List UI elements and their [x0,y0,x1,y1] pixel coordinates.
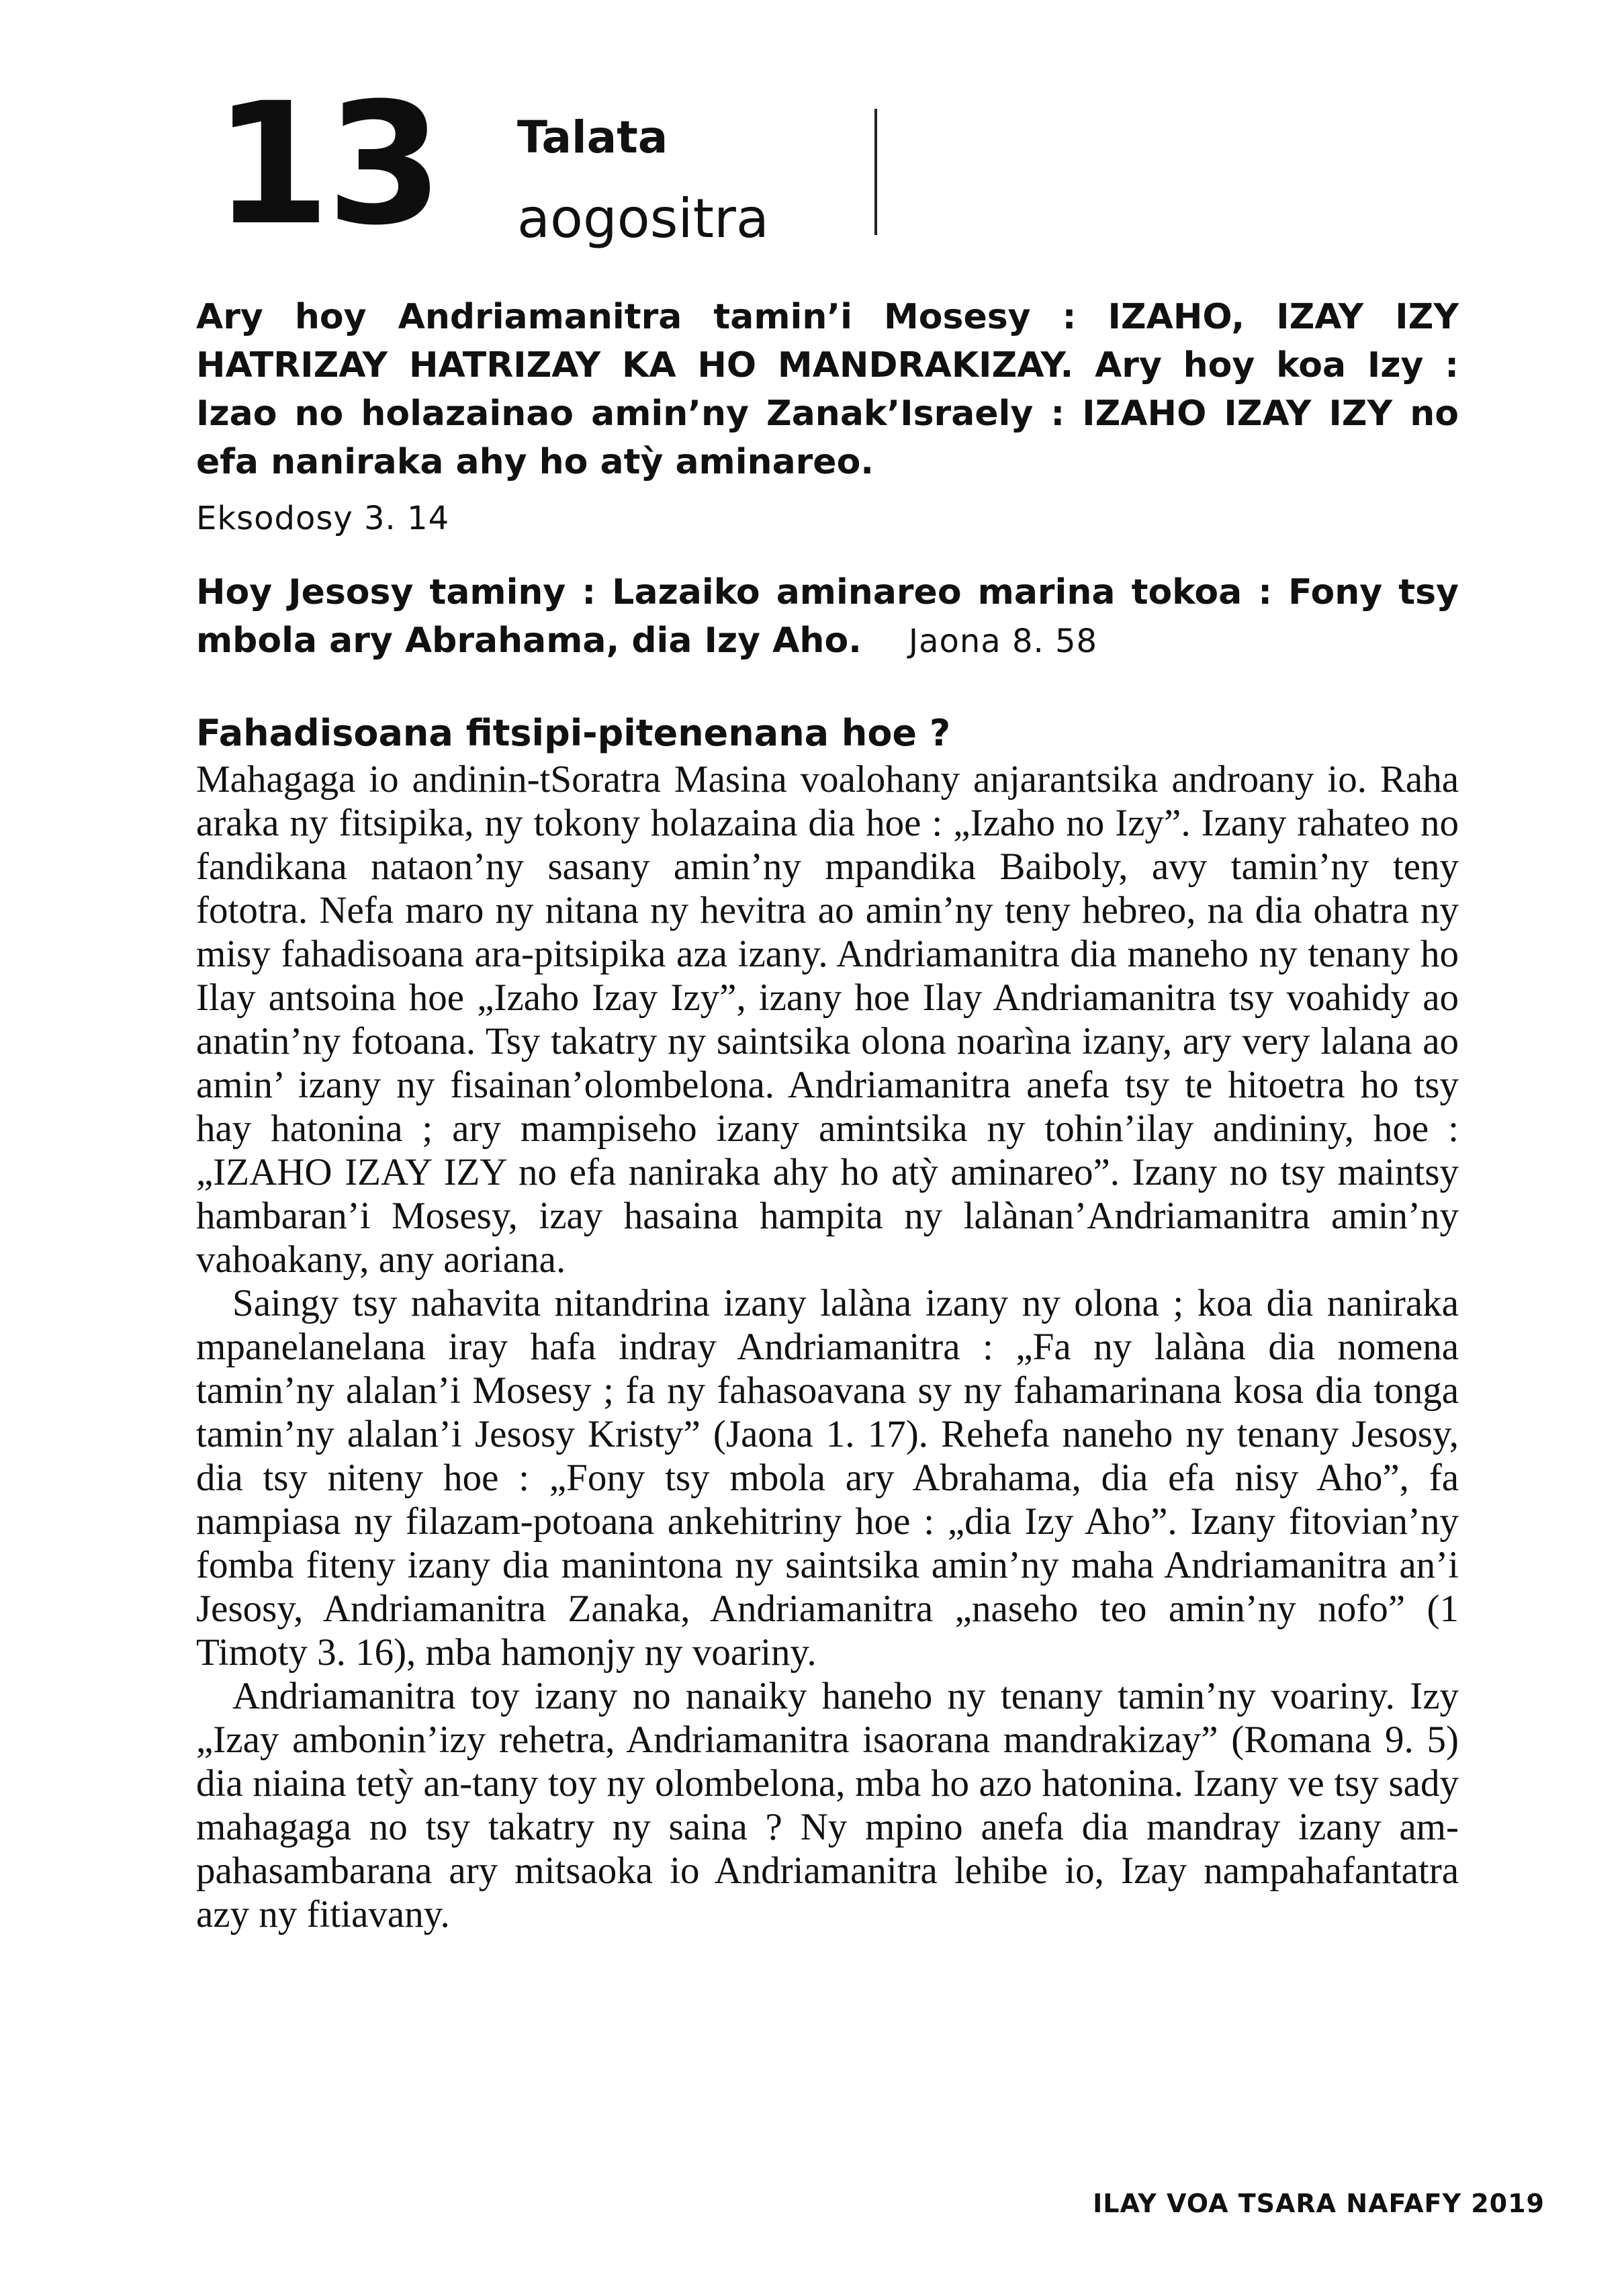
month-label: aogositra [517,187,769,250]
body-paragraph: Mahagaga io andinin-tSoratra Masina voalohany anjarantsika androany io. Raha araka ny fitsipika, ny tokony holazaina dia hoe : „Izaho no Izy”. Izany rahateo no fandikana nataon’ny sasany amin’ny mpandika Baiboly, avy tamin’ny teny fototra. Nefa maro ny nitana ny hevitra ao amin’ny teny hebreo, na dia ohatra ny misy fahadisoana ara-pitsipika aza izany. Andriamanitra dia maneho ny tenany ho Ilay antsoina hoe „Izaho Izay Izy”, izany hoe Ilay Andriamanitra tsy voahidy ao anatin’ny fotoana. Tsy takatry ny saintsika olona noarìna izany, ary very lalana ao amin’ izany ny fisainan’olombelona. Andriamanitra anefa tsy te hitoetra ho tsy hay hatonina ; ary mampiseho izany amintsika ny tohin’ilay andininy, hoe : „IZAHO IZAY IZY no efa naniraka ahy ho atỳ aminareo”. Izany no tsy maintsy hambaran’i Mosesy, izay hasaina hampita ny lalànan’Andriamanitra amin’ny vahoakany, any aoriana. [196,758,1459,1281]
devotional-title: Fahadisoana fitsipi-pitenenana hoe ? [196,712,951,754]
day-number: 13 [214,66,439,262]
publication-footer: ILAY VOA TSARA NAFAFY 2019 [1093,2189,1545,2218]
bible-verse-john [196,568,1459,666]
header-divider [874,109,877,235]
verse-reference-exodus: Eksodosy 3. 14 [196,500,450,537]
verse-reference-john: Jaona 8. 58 [908,623,1098,660]
devotional-body [196,758,1459,1936]
body-paragraph: Andriamanitra toy izany no nanaiky haneho ny tenany tamin’ny voariny. Izy „Izay ambonin’izy rehetra, Andriamanitra isaorana mandrakizay” (Romana 9. 5) dia niaina tetỳ an-tany toy ny olombelona, mba ho azo hatonina. Izany ve tsy sady mahagaga no tsy takatry ny saina ? Ny mpino anefa dia mandray izany am-pahasambarana ary mitsaoka io Andriamanitra lehibe io, Izay nampahafantatra azy ny fitiavany. [196,1675,1459,1936]
weekday-label: Talata [517,111,668,163]
verse-text-john: Hoy Jesosy taminy : Lazaiko aminareo marina tokoa : Fony tsy mbola ary Abrahama, dia Izy Aho. [196,572,1459,661]
bible-verse-exodus: Ary hoy Andriamanitra tamin’i Mosesy : IZAHO, IZAY IZY HATRIZAY HATRIZAY KA HO MANDRAKIZAY. Ary hoy koa Izy : Izao no holazainao amin’ny Zanak’Israely : IZAHO IZAY IZY no efa naniraka ahy ho atỳ aminareo. [196,297,1459,482]
body-paragraph: Saingy tsy nahavita nitandrina izany lalàna izany ny olona ; koa dia naniraka mpanelanelana iray hafa indray Andriamanitra : „Fa ny lalàna dia nomena tamin’ny alalan’i Mosesy ; fa ny fahasoavana sy ny fahamarinana kosa dia tonga tamin’ny alalan’i Jesosy Kristy” (Jaona 1. 17). Rehefa naneho ny tenany Jesosy, dia tsy niteny hoe : „Fony tsy mbola ary Abrahama, dia efa nisy Aho”, fa nampiasa ny filazam-potoana ankehitriny hoe : „dia Izy Aho”. Izany fitovian’ny fomba fiteny izany dia manintona ny saintsika amin’ny maha Andriamanitra an’i Jesosy, Andriamanitra Zanaka, Andriamanitra „naseho teo amin’ny nofo” (1 Timoty 3. 16), mba hamonjy ny voariny. [196,1282,1459,1674]
